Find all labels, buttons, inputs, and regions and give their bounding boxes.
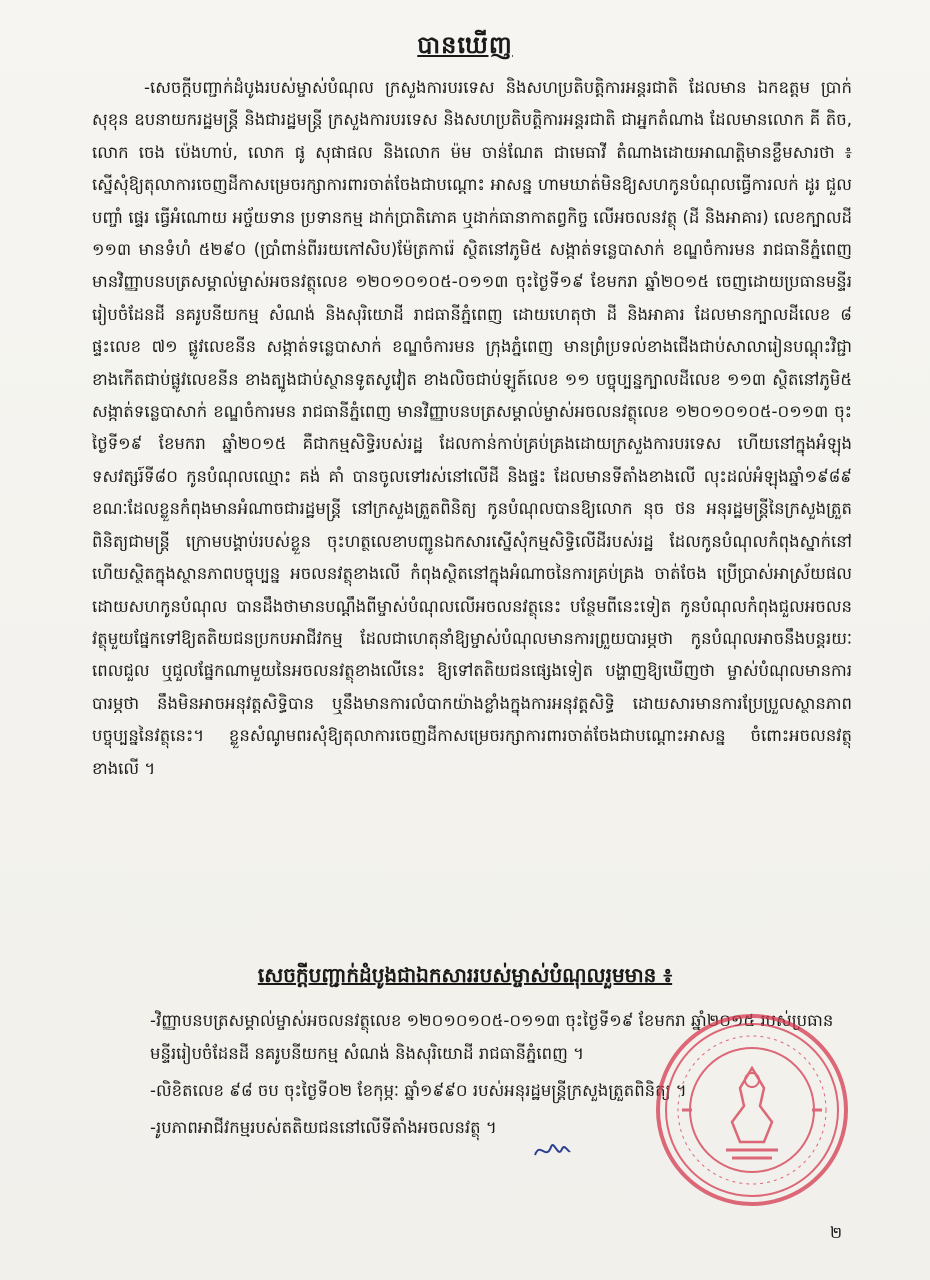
body-paragraph: -សេចក្តីបញ្ជាក់ដំបូងរបស់ម្ចាស់បំណុល ក្រសួងការបរទេស និងសហប្រតិបត្តិការអន្តរជាតិ ដែលមាន ឯកឧត្តម ប្រាក់ សុខុន ឧបនាយករដ្ឋមន្ត្រី និងជារដ្ឋមន្ត្រី ក្រសួងការបរទេស និងសហប្រតិបត្តិការអន្តរជាតិ ជាអ្នកតំណាង ដែលមានលោក គី តិច, លោក ចេង ប៉េងហាប់, លោក ផូ សុផាផល និងលោក ម៉ម ចាន់ណែត ជាមេធាវី តំណាងដោយអាណត្តិមានខ្លឹមសារថា ៖ ស្នើសុំឱ្យតុលាការចេញដីកាសម្រេចរក្សាការពារចាត់ចែងជាបណ្តោះ អាសន្ន ហាមឃាត់មិនឱ្យសហកូនបំណុលធ្វើការលក់ ដូរ ជួល បញ្ចាំ ផ្ទេរ ធ្វើអំណោយ អច្ច័យទាន ប្រទានកម្ម ដាក់ប្រាតិភោគ ឬដាក់ធានាកាតព្វកិច្ច លើអចលនវត្ថុ (ដី និងអាគារ) លេខក្បាលដី ១១៣ មានទំហំ ៥២៩០ (ប្រាំពាន់ពីររយកៅសិប)ម៉ែត្រការ៉េ ស្ថិតនៅភូមិ៥ សង្កាត់ទន្លេបាសាក់ ខណ្ឌចំការមន រាជធានីភ្នំពេញ មានវិញ្ញាបនបត្រសម្គាល់ម្ចាស់អចនវត្ថុលេខ ១២០១០១០៥-០១១៣ ចុះថ្ងៃទី១៩ ខែមករា ឆ្នាំ២០១៥ ចេញដោយប្រធានមន្ទីររៀបចំដែនដី នគរូបនីយកម្ម សំណង់ និងសុរិយោដី រាជធានីភ្នំពេញ ដោយហេតុថា ដី និងអាគារ ដែលមានក្បាលដីលេខ ៨ ផ្ទះលេខ ៧១ ផ្លូវលេខនីន សង្កាត់ទន្លេបាសាក់ ខណ្ឌចំការមន ក្រុងភ្នំពេញ មានព្រំប្រទល់ខាងជើងជាប់សាលារៀនបណ្តុះវិជ្ជា ខាងកើតជាប់ផ្លូវលេខនីន ខាងត្បូងជាប់ស្ថានទូតសូវៀត ខាងលិចជាប់ឡូត៍លេខ ១១ បច្ចុប្បន្នក្បាលដីលេខ ១១៣ ស្ថិតនៅភូមិ៥ សង្កាត់ទន្លេបាសាក់ ខណ្ឌចំការមន រាជធានីភ្នំពេញ មានវិញ្ញាបនបត្រសម្គាល់ម្ចាស់អចលនវត្ថុលេខ ១២០១០១០៥-០១១៣ ចុះថ្ងៃទី១៩ ខែមករា ឆ្នាំ២០១៥ គឺជាកម្មសិទ្ធិរបស់រដ្ឋ ដែលកាន់កាប់គ្រប់គ្រងដោយក្រសួងការបរទេស ហើយនៅក្នុងអំឡុងទសវត្សរ៍ទី៨០ កូនបំណុលឈ្មោះ គង់ គាំ បានចូលទៅរស់នៅលើដី និងផ្ទះ ដែលមានទីតាំងខាងលើ លុះដល់អំឡុងឆ្នាំ១៩៨៩ ខណៈដែលខ្លួនកំពុងមានអំណាចជារដ្ឋមន្ត្រី នៅក្រសួងត្រួតពិនិត្យ កូនបំណុលបានឱ្យលោក នុច ថន អនុរដ្ឋមន្ត្រីនៃក្រសួងត្រួតពិនិត្យជាមន្ត្រី ក្រោមបង្គាប់របស់ខ្លួន ចុះហត្ថលេខាបញ្ជូនឯកសារស្នើសុំកម្មសិទ្ធិលើដីរបស់រដ្ឋ ដែលកូនបំណុលកំពុងស្នាក់នៅ ហើយស្ថិតក្នុងស្ថានភាពបច្ចុប្បន្ន អចលនវត្ថុខាងលើ កំពុងស្ថិតនៅក្នុងអំណាចនៃការគ្រប់គ្រង ចាត់ចែង ប្រើប្រាស់អាស្រ័យផល ដោយសហកូនបំណុល បានដឹងថាមានបណ្តឹងពីម្ចាស់បំណុលលើអចលនវត្ថុនេះ បន្ថែមពីនេះទៀត កូនបំណុលកំពុងជួលអចលនវត្ថុមួយផ្នែកទៅឱ្យតតិយជនប្រកបអាជីវកម្ម ដែលជាហេតុនាំឱ្យម្ចាស់បំណុលមានការព្រួយបារម្ភថា កូនបំណុលអាចនឹងបន្តរយៈពេលជួល ឬជួលផ្នែកណាមួយនៃអចលនវត្ថុខាងលើនេះ ឱ្យទៅតតិយជនផ្សេងទៀត បង្ហាញឱ្យឃើញថា ម្ចាស់បំណុលមានការបារម្ភថា នឹងមិនអាចអនុវត្តសិទ្ធិបាន ឬនឹងមានការលំបាកយ៉ាងខ្លាំងក្នុងការអនុវត្តសិទ្ធិ ដោយសារមានការប្រែប្រួលស្ថានភាពបច្ចុប្បន្ននៃវត្ថុនេះ។ ខ្លួនសំណូមពរសុំឱ្យតុលាការចេញដីកាសម្រេចរក្សាការពារចាត់ចែងជាបណ្តោះអាសន្ន ចំពោះអចលនវត្ថុខាងលើ ។ [92,78,852,778]
document-title: បានឃើញ [417,31,513,59]
signature-mark [532,1135,572,1165]
page-number: ២ [830,1223,843,1242]
evidence-item: -វិញ្ញាបនបត្រសម្គាល់ម្ចាស់អចលនវត្ថុលេខ ១២០១០១០៥-០១១៣ ចុះថ្ងៃទី១៩ ខែមករា ឆ្នាំ២០១៥ របស់ប្រធានមន្ទីររៀបចំដែនដី នគរូបនីយកម្ម សំណង់ និងសុរិយោដី រាជធានីភ្នំពេញ ។ [150,1011,834,1063]
evidence-item: -លិខិតលេខ ៩៨ ចប ចុះថ្ងៃទី០២ ខែកុម្ភៈ ឆ្នាំ១៩៩០ របស់អនុរដ្ឋមន្ត្រីក្រសួងត្រួតពិនិត្យ ។ [150,1081,687,1100]
body-section [92,72,852,785]
official-seal [652,1010,852,1210]
evidence-item: -រូបភាពអាជីវកម្មរបស់តតិយជននៅលើទីតាំងអចលនវត្ថុ ។ [150,1118,497,1137]
evidence-subheading: សេចក្តីបញ្ជាក់ដំបូងជាឯកសាររបស់ម្ចាស់បំណុលរួមមាន ៖ [257,963,673,987]
